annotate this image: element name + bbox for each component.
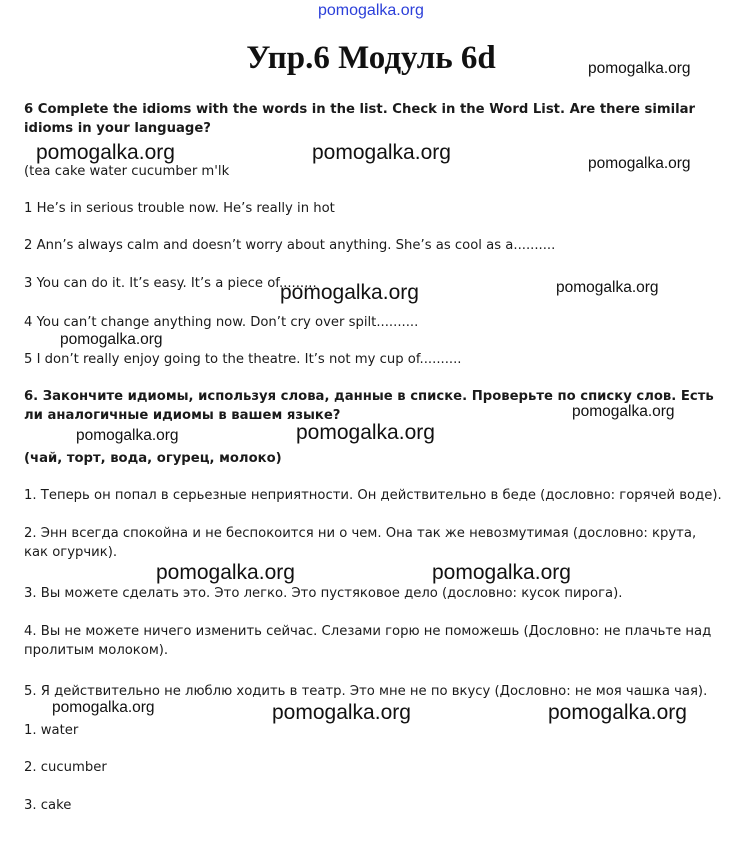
watermark: pomogalka.org: [296, 421, 435, 444]
watermark: pomogalka.org: [280, 281, 419, 304]
watermark: pomogalka.org: [556, 279, 659, 296]
watermark: pomogalka.org: [60, 331, 163, 348]
watermark: pomogalka.org: [36, 141, 175, 164]
idiom-item-ru: 4. Вы не можете ничего изменить сейчас. Слезами горю не поможешь (Дословно: не плачьте над пролитым молоком).: [24, 624, 712, 658]
watermark: pomogalka.org: [52, 699, 155, 716]
idiom-item-ru: 1. Теперь он попал в серьезные неприятности. Он действительно в беде (дословно: горячей воде).: [24, 488, 722, 503]
idiom-item-en: 5 I don’t really enjoy going to the theatre. It’s not my cup of..........: [24, 352, 462, 367]
word-list-en: (tea cake water cucumber m'lk: [24, 164, 230, 179]
idiom-item-en: 4 You can’t change anything now. Don’t cry over spilt..........: [24, 315, 419, 330]
exercise-instruction-ru: 6. Закончите идиомы, используя слова, данные в списке. Проверьте по списку слов. Есть ли аналогичные идиомы в вашем языке?: [24, 389, 714, 423]
exercise-instruction-en: 6 Complete the idioms with the words in the list. Check in the Word List. Are there similar idioms in your language?: [24, 102, 696, 136]
idiom-item-ru: 5. Я действительно не люблю ходить в театр. Это мне не по вкусу (Дословно: не моя чашка чая).: [24, 684, 708, 699]
answer-item: 2. cucumber: [24, 760, 107, 775]
word-list-ru: (чай, торт, вода, огурец, молоко): [24, 451, 282, 466]
watermark: pomogalka.org: [548, 701, 687, 724]
watermark: pomogalka.org: [432, 561, 571, 584]
idiom-item-ru: 2. Энн всегда спокойна и не беспокоится ни о чем. Она так же невозмутимая (дословно: крута, как огурчик).: [24, 526, 697, 560]
watermark: pomogalka.org: [76, 427, 179, 444]
idiom-item-en: 3 You can do it. It’s easy. It’s a piece of.........: [24, 276, 317, 291]
idiom-item-en: 1 He’s in serious trouble now. He’s really in hot: [24, 201, 335, 216]
watermark: pomogalka.org: [588, 155, 691, 172]
watermark: pomogalka.org: [588, 60, 691, 77]
answer-item: 3. cake: [24, 798, 72, 813]
page-title: Упр.6 Модуль 6d: [246, 40, 496, 76]
idiom-item-en: 2 Ann’s always calm and doesn’t worry about anything. She’s as cool as a..........: [24, 238, 556, 253]
watermark: pomogalka.org: [572, 403, 675, 420]
watermark: pomogalka.org: [312, 141, 451, 164]
watermark: pomogalka.org: [272, 701, 411, 724]
watermark: pomogalka.org: [156, 561, 295, 584]
answer-item: 1. water: [24, 723, 79, 738]
site-header-link[interactable]: pomogalka.org: [318, 2, 424, 19]
idiom-item-ru: 3. Вы можете сделать это. Это легко. Это пустяковое дело (дословно: кусок пирога).: [24, 586, 623, 601]
